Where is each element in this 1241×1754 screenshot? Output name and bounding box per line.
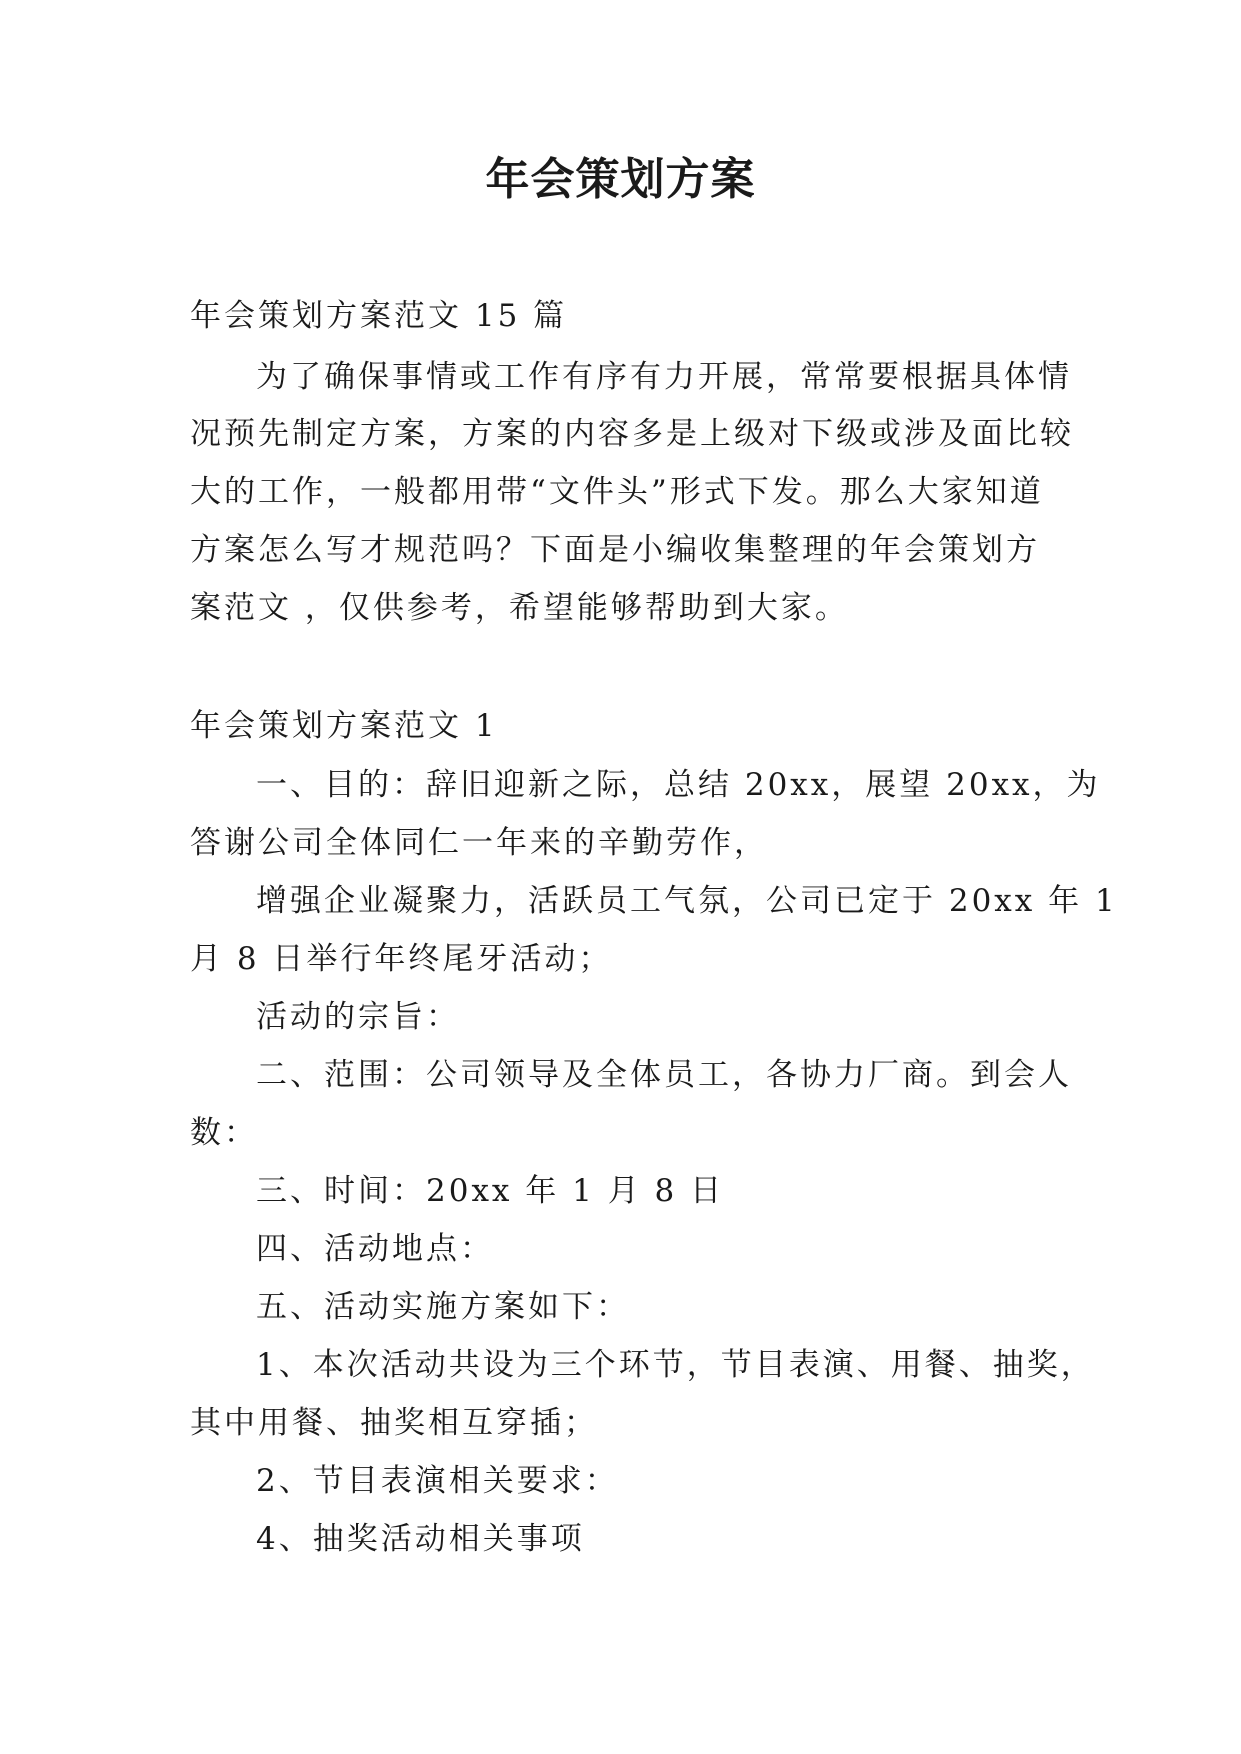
intro-line: 方案怎么写才规范吗？下面是小编收集整理的年会策划方 bbox=[190, 532, 1040, 568]
body-line: 五、活动实施方案如下： bbox=[256, 1289, 630, 1325]
body-line: 其中用餐、抽奖相互穿插； bbox=[190, 1405, 598, 1441]
body-line: 二、范围：公司领导及全体员工，各协力厂商。到会人 bbox=[256, 1057, 1072, 1093]
body-line: 1、本次活动共设为三个环节，节目表演、用餐、抽奖， bbox=[256, 1347, 1095, 1383]
intro-line: 大的工作，一般都用带“文件头”形式下发。那么大家知道 bbox=[190, 474, 1044, 510]
body-line: 一、目的：辞旧迎新之际，总结 20xx，展望 20xx，为 bbox=[256, 767, 1101, 803]
document-title: 年会策划方案 bbox=[485, 154, 756, 205]
body-line: 四、活动地点： bbox=[256, 1231, 494, 1267]
body-line: 月 8 日举行年终尾牙活动； bbox=[190, 941, 613, 977]
intro-line: 为了确保事情或工作有序有力开展，常常要根据具体情 bbox=[256, 359, 1072, 395]
body-line: 活动的宗旨： bbox=[256, 999, 460, 1035]
body-line: 4、抽奖活动相关事项 bbox=[256, 1521, 585, 1557]
subtitle-line: 年会策划方案范文 15 篇 bbox=[190, 298, 568, 334]
body-line: 增强企业凝聚力，活跃员工气氛，公司已定于 20xx 年 1 bbox=[256, 883, 1118, 919]
body-line: 三、时间：20xx 年 1 月 8 日 bbox=[256, 1173, 725, 1209]
body-line: 答谢公司全体同仁一年来的辛勤劳作， bbox=[190, 825, 768, 861]
body-line: 2、节目表演相关要求： bbox=[256, 1463, 619, 1499]
body-line: 数： bbox=[190, 1115, 258, 1151]
intro-line: 况预先制定方案，方案的内容多是上级对下级或涉及面比较 bbox=[190, 416, 1074, 452]
section-heading: 年会策划方案范文 1 bbox=[190, 708, 498, 744]
intro-line: 案范文 ，仅供参考，希望能够帮助到大家。 bbox=[190, 590, 849, 626]
